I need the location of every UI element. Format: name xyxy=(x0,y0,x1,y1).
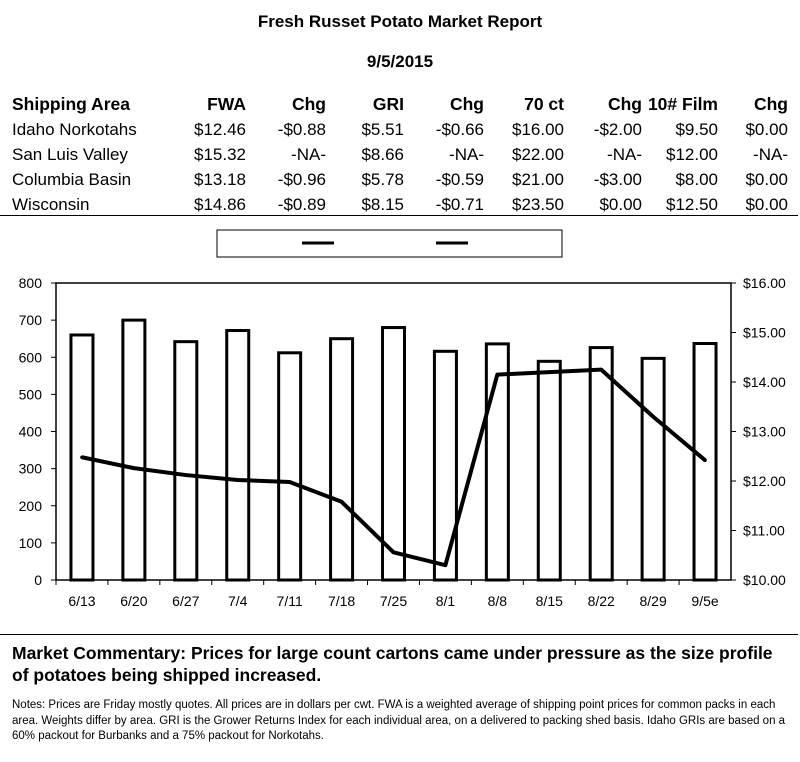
price-table xyxy=(10,92,790,217)
line-point xyxy=(496,373,500,377)
bar xyxy=(175,342,197,580)
line-point xyxy=(444,563,448,567)
y-left-tick-label: 300 xyxy=(18,460,42,477)
y-right-tick-label: $10.00 xyxy=(743,572,786,588)
header-70ct-chg: Chg xyxy=(607,94,642,114)
table-cell: $22.00 xyxy=(512,144,564,164)
bar xyxy=(434,351,456,580)
y-left-tick-label: 400 xyxy=(18,423,42,440)
y-left-tick-label: 600 xyxy=(18,349,42,366)
line-point xyxy=(651,415,655,419)
y-left-tick-label: 100 xyxy=(18,534,42,551)
notes: Notes: Prices are Friday mostly quotes. All prices are in dollars per cwt. FWA is a weighted average of shipping point prices for common packs in each area. Weights differ by area. GRI is the Grower Returns Index for each individual area, on a delivered to packing shed basis. Idaho GRIs are based on a 60% packout for Burbanks and a 75% packout for Norkotahs. xyxy=(12,699,786,742)
y-left-tick-label: 800 xyxy=(18,275,42,291)
line-point xyxy=(288,480,292,484)
line-point xyxy=(132,466,136,470)
line-point xyxy=(392,550,396,554)
table-cell: $13.18 xyxy=(194,169,246,189)
report-date: 9/5/2015 xyxy=(366,52,434,71)
table-cell: $12.46 xyxy=(194,119,246,139)
y-left-tick-label: 0 xyxy=(34,572,42,588)
header-shipping-area: Shipping Area xyxy=(12,94,130,114)
bar xyxy=(642,358,664,580)
x-tick-label: 6/27 xyxy=(172,593,200,609)
table-cell: $5.78 xyxy=(361,169,404,189)
table-cell: $8.15 xyxy=(361,194,404,214)
table-cell: San Luis Valley xyxy=(12,144,128,164)
bar xyxy=(279,353,301,580)
table-cell: -$0.66 xyxy=(435,119,484,139)
y-left-tick-label: 500 xyxy=(18,386,42,403)
y-right-tick-label: $12.00 xyxy=(743,473,786,489)
header-gri: GRI xyxy=(372,94,404,114)
x-tick-label: 8/29 xyxy=(639,593,667,609)
x-tick-label: 6/20 xyxy=(120,593,148,609)
y-right-tick-label: $15.00 xyxy=(743,324,786,341)
table-cell: $0.00 xyxy=(745,119,788,139)
y-left-tick-label: 700 xyxy=(18,312,42,329)
table-row xyxy=(10,117,790,142)
header-fwa: FWA xyxy=(207,94,246,114)
table-cell: $5.51 xyxy=(361,119,404,139)
line-point xyxy=(599,368,603,372)
x-tick-label: 8/8 xyxy=(487,593,508,609)
header-fwa-chg: Chg xyxy=(291,94,326,114)
table-cell: $8.00 xyxy=(675,169,718,189)
header-10-film-chg: Chg xyxy=(753,94,788,114)
bar xyxy=(331,339,353,580)
table-row xyxy=(10,142,790,167)
table-cell: Idaho Norkotahs xyxy=(12,119,137,139)
y-right-tick-label: $13.00 xyxy=(743,423,786,440)
line-point xyxy=(547,370,551,374)
x-tick-label: 7/25 xyxy=(379,593,408,609)
bar xyxy=(538,361,560,580)
line-point xyxy=(236,478,240,482)
table-cell: $16.00 xyxy=(512,119,564,139)
line-point xyxy=(184,473,188,477)
table-cell: Columbia Basin xyxy=(12,169,132,189)
table-row xyxy=(10,167,790,192)
table-cell: -NA- xyxy=(607,144,642,164)
table-cell: -$0.89 xyxy=(277,194,326,214)
table-cell: $12.00 xyxy=(666,144,718,164)
bar xyxy=(123,320,145,580)
x-tick-label: 8/22 xyxy=(587,593,615,609)
x-tick-label: 9/5e xyxy=(691,593,719,609)
table-cell: -$0.88 xyxy=(277,119,326,139)
table-header-row xyxy=(10,92,790,117)
legend-box xyxy=(217,230,562,257)
table-cell: -NA- xyxy=(449,144,484,164)
bar xyxy=(590,348,612,580)
table-cell: -$2.00 xyxy=(593,119,642,139)
header-gri-chg: Chg xyxy=(449,94,484,114)
table-row xyxy=(10,192,790,217)
x-tick-label: 7/4 xyxy=(227,593,248,609)
table-cell: $21.00 xyxy=(512,169,564,189)
x-tick-label: 7/18 xyxy=(327,593,356,609)
table-cell: Wisconsin xyxy=(12,194,90,214)
line-point xyxy=(703,458,707,462)
report-title: Fresh Russet Potato Market Report xyxy=(257,12,543,31)
bar xyxy=(227,331,249,580)
table-cell: $0.00 xyxy=(745,169,788,189)
table-cell: -$0.71 xyxy=(435,194,484,214)
y-right-tick-label: $16.00 xyxy=(743,275,786,291)
x-tick-label: 7/11 xyxy=(276,593,303,609)
table-cell: $12.50 xyxy=(666,194,718,214)
line-point xyxy=(80,455,84,459)
table-cell: $0.00 xyxy=(599,194,642,214)
table-cell: $9.50 xyxy=(675,119,718,139)
market-commentary: Market Commentary: Prices for large count cartons came under pressure as the size profile of potatoes being shipped increased. xyxy=(12,643,773,685)
table-cell: $23.50 xyxy=(512,194,564,214)
table-cell: $15.32 xyxy=(194,144,246,164)
x-tick-label: 6/13 xyxy=(68,593,96,609)
table-cell: $14.86 xyxy=(194,194,246,214)
table-cell: -$0.96 xyxy=(277,169,326,189)
x-tick-label: 8/15 xyxy=(535,593,563,609)
line-point xyxy=(340,500,344,504)
header-10-film: 10# Film xyxy=(647,94,718,114)
table-cell: $0.00 xyxy=(745,194,788,214)
table-cell: $8.66 xyxy=(361,144,404,164)
y-right-tick-label: $11.00 xyxy=(743,522,785,539)
table-cell: -NA- xyxy=(753,144,788,164)
y-right-tick-label: $14.00 xyxy=(743,374,786,390)
x-tick-label: 8/1 xyxy=(435,593,456,609)
y-left-tick-label: 200 xyxy=(18,497,42,514)
table-cell: -$0.59 xyxy=(435,169,484,189)
price-chart xyxy=(0,215,800,633)
header-70ct: 70 ct xyxy=(524,94,564,114)
table-cell: -$3.00 xyxy=(593,169,642,189)
table-cell: -NA- xyxy=(291,144,326,164)
